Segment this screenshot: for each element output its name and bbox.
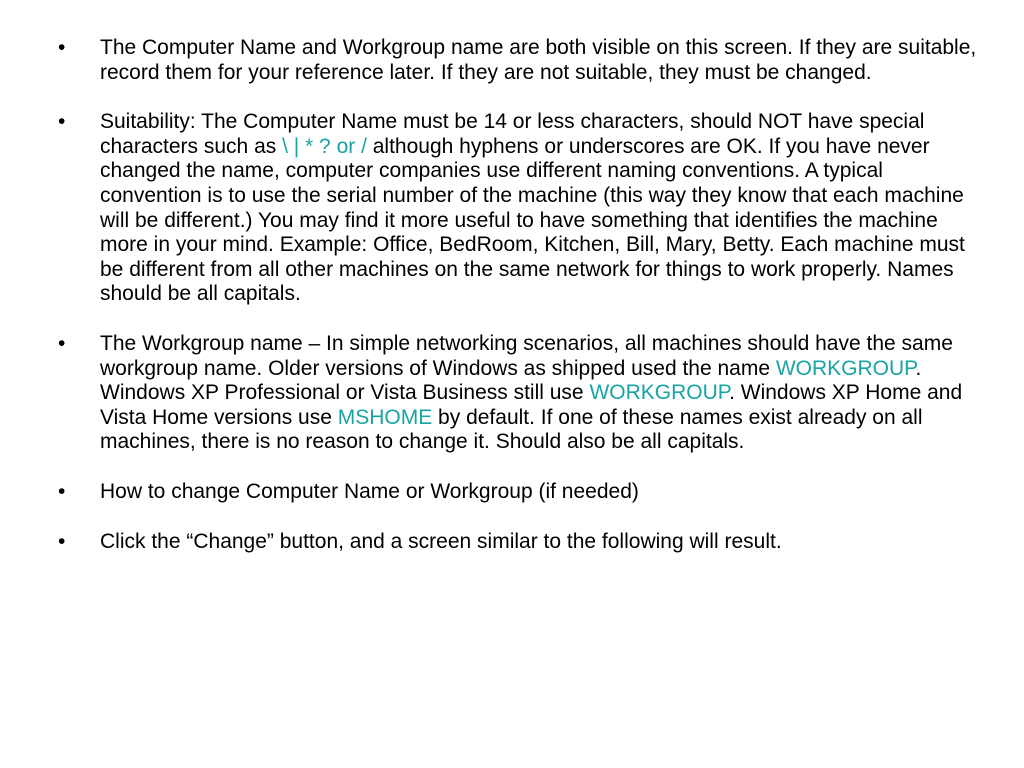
bullet-item xyxy=(58,332,978,455)
workgroup-name-highlight: WORKGROUP xyxy=(775,356,916,380)
bullet-text xyxy=(100,332,962,453)
bullet-text-segment: . Windows XP Professional or Vista Business still use xyxy=(100,356,922,405)
bullet-dot-icon: • xyxy=(58,331,66,355)
bullet-dot-icon: • xyxy=(58,110,66,134)
bullet-list xyxy=(58,36,978,579)
bullet-dot-icon: • xyxy=(58,479,66,503)
bullet-text-segment: The Computer Name and Workgroup name are both visible on this screen. If they are suitable, record them for your reference later. If they are not suitable, they must be changed. xyxy=(100,36,977,84)
bullet-text-segment: by default. If one of these names exist already on all machines, there is no reason to change it. Should also be all capitals. xyxy=(100,405,923,454)
bullet-text xyxy=(100,480,639,503)
bullet-dot-icon: • xyxy=(58,36,66,59)
bullet-item xyxy=(58,530,978,555)
bullet-item xyxy=(58,110,978,307)
bullet-text-segment: Suitability: The Computer Name must be 14 or less characters, should NOT have special characters such as xyxy=(100,110,925,158)
bullet-item xyxy=(58,480,978,505)
bullet-dot-icon: • xyxy=(58,529,66,553)
mshome-name-highlight: MSHOME xyxy=(337,405,433,429)
bullet-item xyxy=(58,36,978,85)
bullet-text xyxy=(100,530,782,553)
workgroup-name-highlight: WORKGROUP xyxy=(589,381,730,405)
bullet-text-segment: How to change Computer Name or Workgroup (if needed) xyxy=(100,479,639,503)
special-characters-highlight: \ | * ? or / xyxy=(282,134,367,158)
bullet-text-segment: . Windows XP Home and Vista Home versions use xyxy=(100,381,963,429)
bullet-text-segment: Click the “Change” button, and a screen similar to the following will result. xyxy=(100,529,782,553)
bullet-text xyxy=(100,36,976,84)
bullet-text-segment: The Workgroup name – In simple networking scenarios, all machines should have the same workgroup name. Older versions of Windows as shipped used the name xyxy=(100,331,953,380)
bullet-text-segment: although hyphens or underscores are OK. If you have never changed the name, computer companies use different naming conventions. A typical convention is to use the serial number of the machine (this way they know that each machine will be different.) You may find it more useful to have something that identifies the machine more in your mind. Example: Office, BedRoom, Kitchen, Bill, Mary, Betty. Each machine must be different from all other machines on the same network for things to work properly. Names should be all capitals. xyxy=(100,134,965,306)
bullet-text xyxy=(100,110,965,305)
